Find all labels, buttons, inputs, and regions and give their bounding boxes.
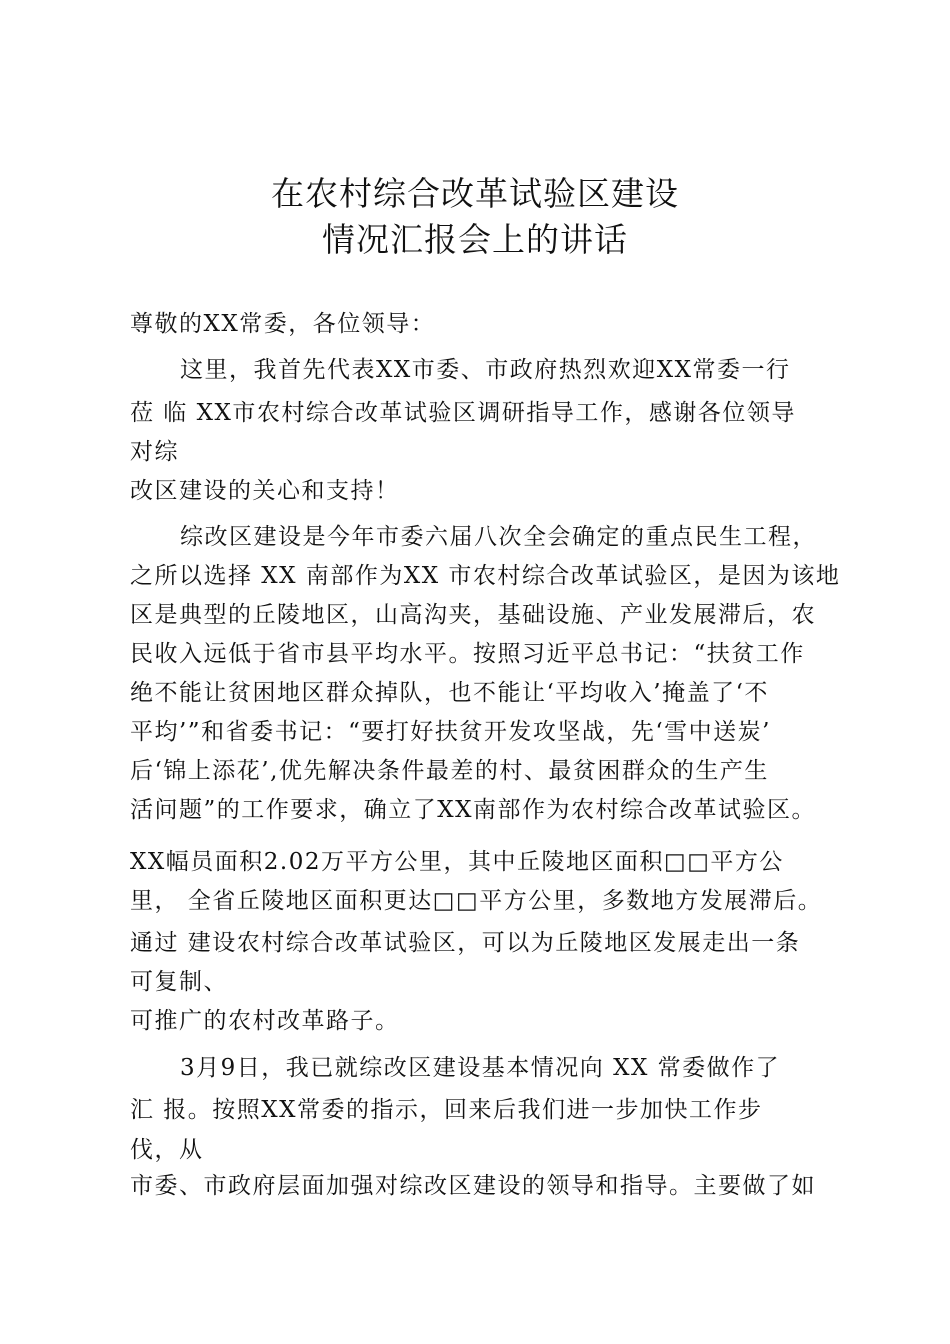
- title-line-2: 情况汇报会上的讲话: [322, 220, 628, 259]
- body-line: 之所以选择 XX 南部作为XX 市农村综合改革试验区，是因为该地: [130, 563, 841, 589]
- body-line: 伐，从: [130, 1137, 204, 1163]
- body-line: 汇 报。按照XX常委的指示，回来后我们进一步加快工作步: [130, 1097, 763, 1123]
- body-line: 3月9日，我已就综改区建设基本情况向 XX 常委做作了: [180, 1055, 781, 1081]
- body-line: 活问题”的工作要求，确立了XX南部作为农村综合改革试验区。: [130, 797, 817, 823]
- body-line: 可复制、: [130, 969, 228, 995]
- body-line: 改区建设的关心和支持！: [130, 478, 400, 504]
- body-line: 这里，我首先代表XX市委、市政府热烈欢迎XX常委一行: [180, 357, 791, 383]
- body-line: 通过 建设农村综合改革试验区，可以为丘陵地区发展走出一条: [130, 930, 801, 956]
- body-line: 区是典型的丘陵地区，山高沟夹，基础设施、产业发展滞后，农: [130, 602, 816, 628]
- title-line-1: 在农村综合改革试验区建设: [271, 174, 679, 213]
- body-line: XX幅员面积2.02万平方公里，其中丘陵地区面积□□平方公: [130, 849, 784, 875]
- body-line: 绝不能让贫困地区群众掉队，也不能让‘平均收入’掩盖了‘不: [130, 680, 769, 706]
- body-line: 莅 临 XX市农村综合改革试验区调研指导工作，感谢各位领导: [130, 400, 796, 426]
- salutation: 尊敬的XX常委，各位领导：: [130, 311, 436, 337]
- body-line: 可推广的农村改革路子。: [130, 1008, 400, 1034]
- body-line: 市委、市政府层面加强对综改区建设的领导和指导。主要做了如: [130, 1173, 816, 1199]
- body-line: 综改区建设是今年市委六届八次全会确定的重点民生工程，: [180, 524, 817, 550]
- body-line: 民收入远低于省市县平均水平。按照习近平总书记：“扶贫工作: [130, 641, 805, 667]
- body-line: 平均’”和省委书记：“要打好扶贫开发攻坚战，先‘雪中送炭’: [130, 719, 771, 745]
- body-line: 后‘锦上添花’,优先解决条件最差的村、最贫困群众的生产生: [130, 758, 769, 784]
- body-line: 里， 全省丘陵地区面积更达□□平方公里，多数地方发展滞后。: [130, 888, 823, 914]
- body-line: 对综: [130, 439, 179, 465]
